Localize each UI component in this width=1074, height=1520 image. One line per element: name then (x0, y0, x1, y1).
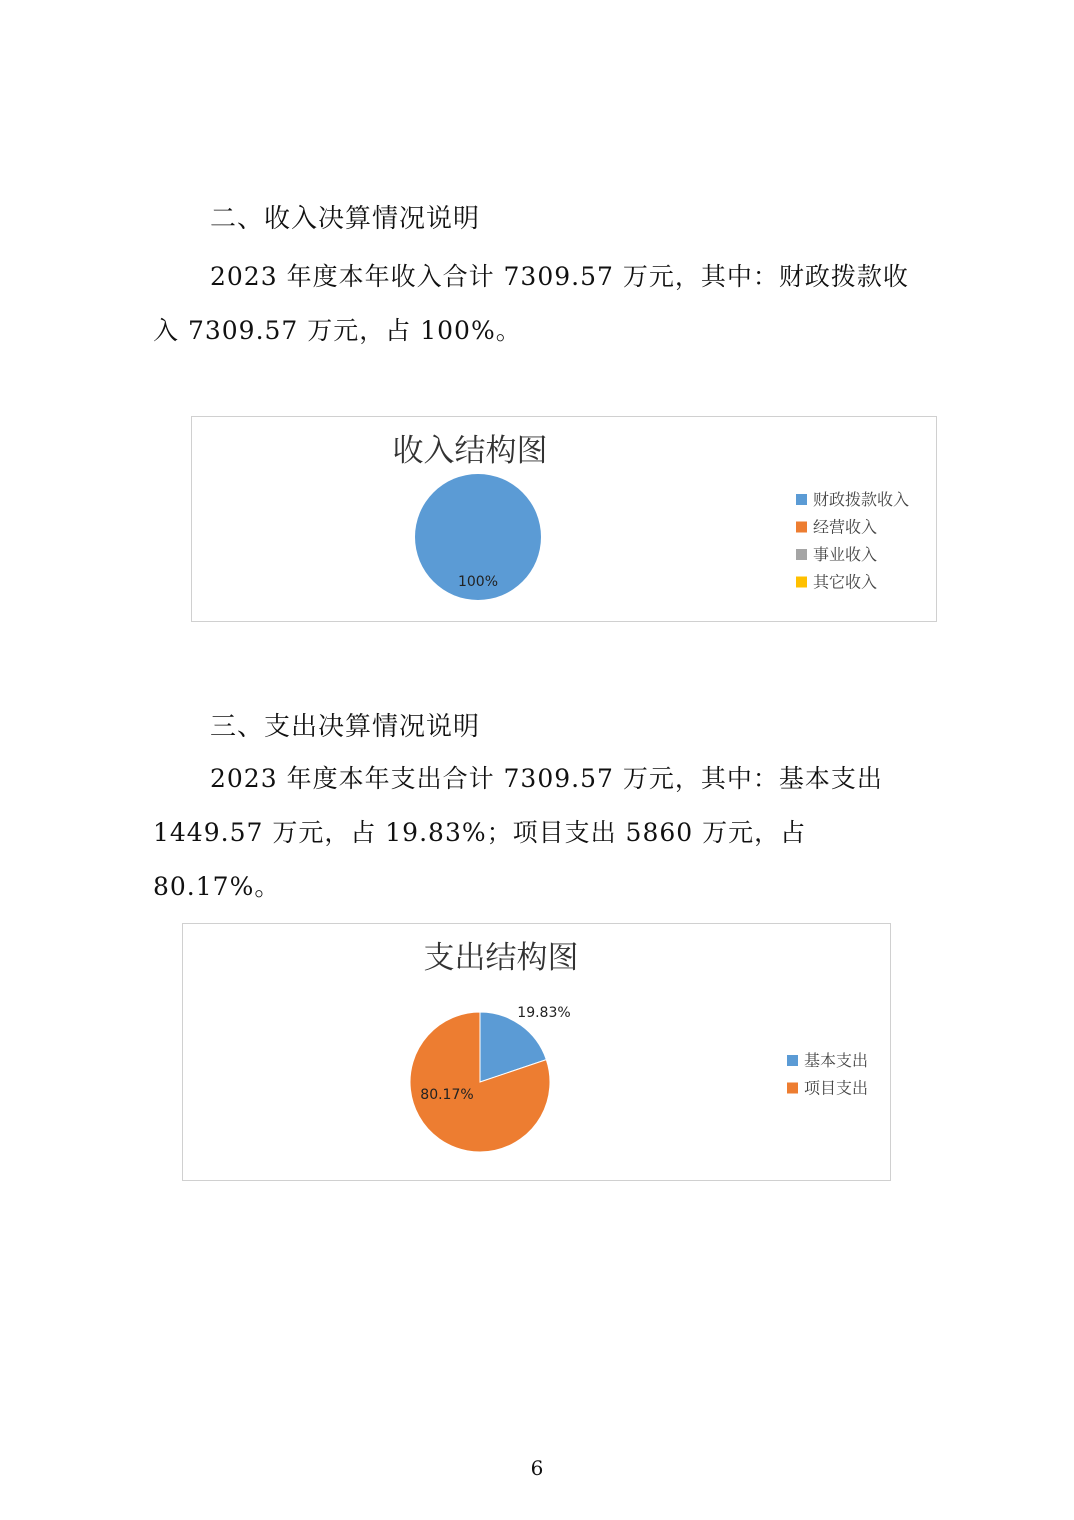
legend-entry: 项目支出 (804, 1078, 869, 1098)
section-heading-expenditure: 三、支出决算情况说明 (210, 712, 481, 742)
data-label: 80.17% (420, 1087, 474, 1103)
legend-swatch (796, 522, 807, 533)
chart-title: 收入结构图 (392, 433, 548, 469)
income-paragraph: 2023 年度本年收入合计 7309.57 万元，其中：财政拨款收入 7309.57 万元，占 100%。 (153, 262, 909, 345)
legend-entry: 其它收入 (813, 572, 878, 592)
expenditure-paragraph: 2023 年度本年支出合计 7309.57 万元，其中：基本支出1449.57 万元，占 19.83%；项目支出 5860 万元，占 80.17%。 (153, 764, 883, 901)
legend-swatch (787, 1083, 798, 1094)
legend-entry: 事业收入 (813, 545, 878, 564)
legend-entry: 基本支出 (804, 1051, 869, 1070)
legend-swatch (796, 549, 807, 560)
data-label: 19.83% (517, 1005, 571, 1021)
chart-title: 支出结构图 (423, 940, 579, 976)
section-heading-income: 二、收入决算情况说明 (210, 204, 481, 234)
expenditure-chart (182, 923, 891, 1181)
legend-swatch (796, 494, 807, 505)
data-label: 100% (457, 574, 499, 590)
page-number: 6 (530, 1456, 544, 1480)
legend-swatch (796, 577, 807, 588)
expenditure-pie-chart (183, 924, 889, 1179)
income-pie-chart (192, 417, 935, 620)
income-chart (191, 416, 937, 622)
legend-entry: 财政拨款收入 (813, 490, 910, 509)
legend-entry: 经营收入 (813, 517, 878, 537)
legend-swatch (787, 1055, 798, 1066)
